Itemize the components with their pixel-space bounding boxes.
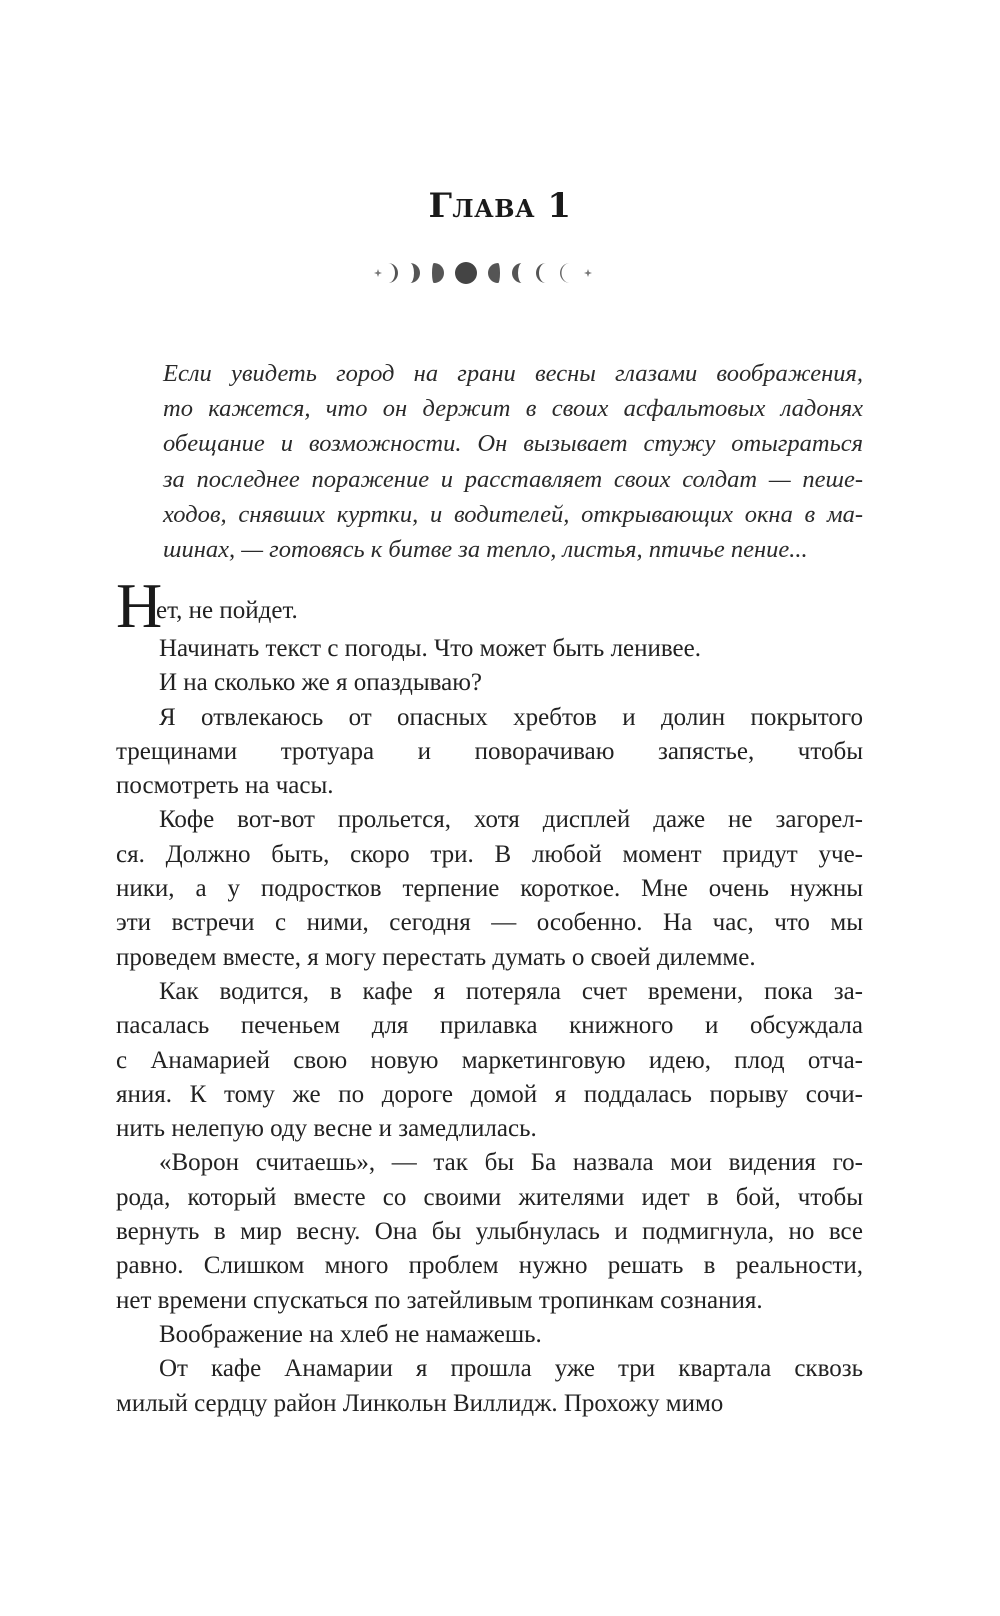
chapter-body	[116, 570, 863, 1421]
paragraph	[116, 1352, 863, 1421]
paragraph-line: пасалась печеньем для прилавка книжного и обсуждала	[116, 1012, 863, 1040]
paragraph-line: Воображение на хлеб не намажешь.	[159, 1320, 542, 1348]
paragraph	[116, 666, 863, 700]
paragraph	[116, 1146, 863, 1317]
paragraph-line: проведем вместе, я могу перестать думать о своей дилемме.	[116, 943, 756, 971]
epigraph-line: обещание и возможности. Он вызывает стужу отыграться	[163, 430, 863, 458]
paragraph-line: с Анамарией свою новую маркетинговую идею, плод отча-	[116, 1046, 863, 1074]
full-moon-icon	[455, 262, 477, 284]
paragraph	[116, 975, 863, 1146]
paragraph-line: вернуть в мир весну. Она бы улыбнулась и подмигнула, но все	[116, 1218, 863, 1246]
epigraph	[163, 356, 863, 567]
paragraph-line: равно. Слишком много проблем нужно решать в реальности,	[116, 1252, 863, 1280]
waning-gibbous-moon-icon	[488, 263, 500, 283]
paragraph-line: ники, а у подростков терпение короткое. Мне очень нужны	[116, 875, 863, 903]
star-icon	[584, 269, 592, 277]
drop-cap: Н	[116, 570, 163, 641]
paragraph-line: нет времени спускаться по затейливым тропинкам сознания.	[116, 1286, 763, 1314]
thin-crescent-icon	[560, 263, 570, 283]
paragraph	[116, 701, 863, 804]
epigraph-line: ходов, снявших куртки, и водителей, открывающих окна в ма-	[163, 500, 863, 528]
paragraph-line: трещинами тротуара и поворачиваю запястье, чтобы	[116, 737, 863, 765]
paragraph-line: рода, который вместе со своими жителями идет в бой, чтобы	[116, 1183, 863, 1211]
waxing-half-moon-icon	[410, 263, 420, 283]
waxing-gibbous-moon-icon	[432, 263, 444, 283]
paragraph-line: яния. К тому же по дороге домой я поддалась порыву сочи-	[116, 1080, 863, 1108]
epigraph-line: Если увидеть город на грани весны глазами воображения,	[163, 360, 863, 387]
paragraph	[116, 803, 863, 974]
paragraphs	[116, 632, 863, 1421]
chapter-title-prefix: Глава	[428, 186, 536, 226]
paragraph-line: И на сколько же я опаздываю?	[159, 669, 482, 697]
paragraph-line: Как водится, в кафе я потеряла счет времени, пока за-	[159, 977, 863, 1005]
paragraph-line: «Ворон считаешь», — так бы Ба назвала мои видения го-	[159, 1149, 863, 1177]
epigraph-line: шинах, — готовясь к битве за тепло, листья, птичье пение...	[163, 536, 808, 564]
paragraph-line: От кафе Анамарии я прошла уже три квартала сквозь	[159, 1355, 863, 1383]
opening-line: ет, не пойдет.	[156, 597, 298, 624]
paragraph-line: Я отвлекаюсь от опасных хребтов и долин покрытого	[159, 703, 863, 731]
paragraph	[116, 632, 863, 666]
waxing-crescent-icon	[388, 263, 398, 283]
waning-half-moon-icon	[512, 263, 522, 283]
chapter-title-number: 1	[547, 186, 572, 226]
paragraph-line: Кофе вот-вот прольется, хотя дисплей даже не загорел-	[159, 806, 863, 834]
moon-phases-ornament	[370, 260, 596, 286]
waning-crescent-icon	[536, 263, 546, 283]
paragraph-line: ся. Должно быть, скоро три. В любой момент придут уче-	[116, 840, 863, 868]
paragraph	[116, 1318, 863, 1352]
paragraph-line: эти встречи с ними, сегодня — особенно. На час, что мы	[116, 909, 863, 937]
paragraph-line: посмотреть на часы.	[116, 772, 334, 800]
star-icon	[374, 269, 382, 277]
epigraph-line: за последнее поражение и расставляет своих солдат — пеше-	[163, 465, 863, 493]
epigraph-line: то кажется, что он держит в своих асфальтовых ладонях	[163, 395, 863, 423]
opening-paragraph	[116, 570, 863, 641]
paragraph-line: Начинать текст с погоды. Что может быть ленивее.	[159, 635, 702, 662]
chapter-title	[0, 186, 1000, 226]
paragraph-line: нить нелепую оду весне и замедлилась.	[116, 1115, 537, 1143]
paragraph-line: милый сердцу район Линкольн Виллидж. Прохожу мимо	[116, 1389, 724, 1417]
